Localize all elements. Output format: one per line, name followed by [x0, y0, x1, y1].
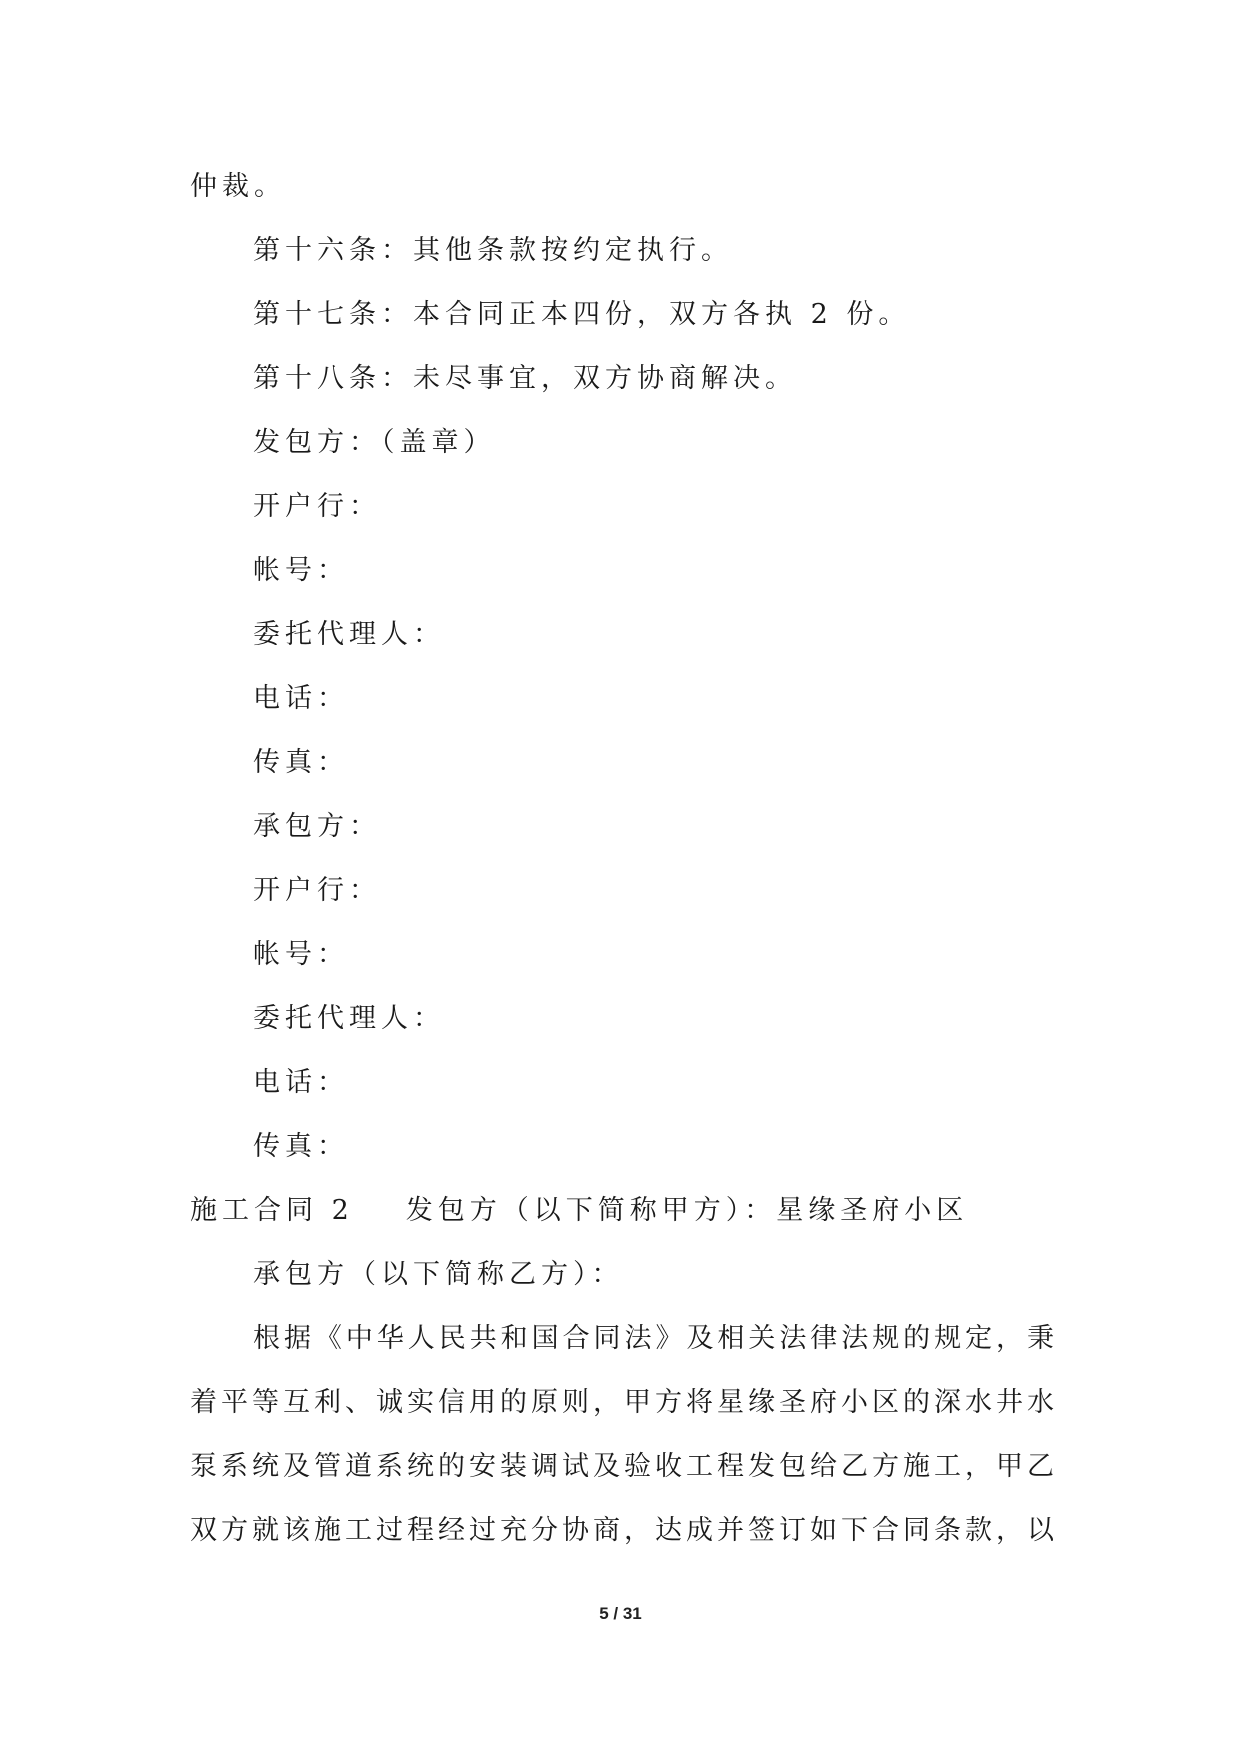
contract2-party-a: 发包方（以下简称甲方）：星缘圣府小区: [405, 1195, 969, 1226]
employer-bank-label: 开户行：: [253, 491, 381, 522]
paragraph-continuation: 仲裁。: [190, 171, 286, 202]
employer-seal-label: 发包方：（盖章）: [253, 427, 496, 458]
article-18: 第十八条：未尽事宜，双方协商解决。: [253, 363, 797, 394]
contractor-account-label: 帐号：: [253, 939, 349, 970]
contractor-phone-label: 电话：: [253, 1067, 349, 1098]
contract2-party-b: 承包方（以下简称乙方）：: [253, 1259, 624, 1290]
employer-phone-label: 电话：: [253, 683, 349, 714]
employer-agent-label: 委托代理人：: [253, 619, 445, 650]
body-line-2: 着平等互利、诚实信用的原则，甲方将星缘圣府小区的深水井水: [190, 1387, 1056, 1418]
body-line-3: 泵系统及管道系统的安装调试及验收工程发包给乙方施工，甲乙: [190, 1451, 1056, 1482]
contract2-title: 施工合同 2: [190, 1195, 354, 1226]
contractor-label: 承包方：: [253, 811, 381, 842]
body-line-4: 双方就该施工过程经过充分协商，达成并签订如下合同条款，以: [190, 1515, 1056, 1546]
article-16: 第十六条：其他条款按约定执行。: [253, 235, 733, 266]
contract2-heading: [190, 1191, 968, 1231]
contractor-agent-label: 委托代理人：: [253, 1003, 445, 1034]
contractor-bank-label: 开户行：: [253, 875, 381, 906]
contractor-fax-label: 传真：: [253, 1131, 349, 1162]
article-17: 第十七条：本合同正本四份，双方各执 2 份。: [253, 299, 911, 330]
employer-account-label: 帐号：: [253, 555, 349, 586]
body-line-1: 根据《中华人民共和国合同法》及相关法律法规的规定，秉: [253, 1323, 1056, 1354]
employer-fax-label: 传真：: [253, 747, 349, 778]
page-number: 5 / 31: [599, 1604, 642, 1623]
